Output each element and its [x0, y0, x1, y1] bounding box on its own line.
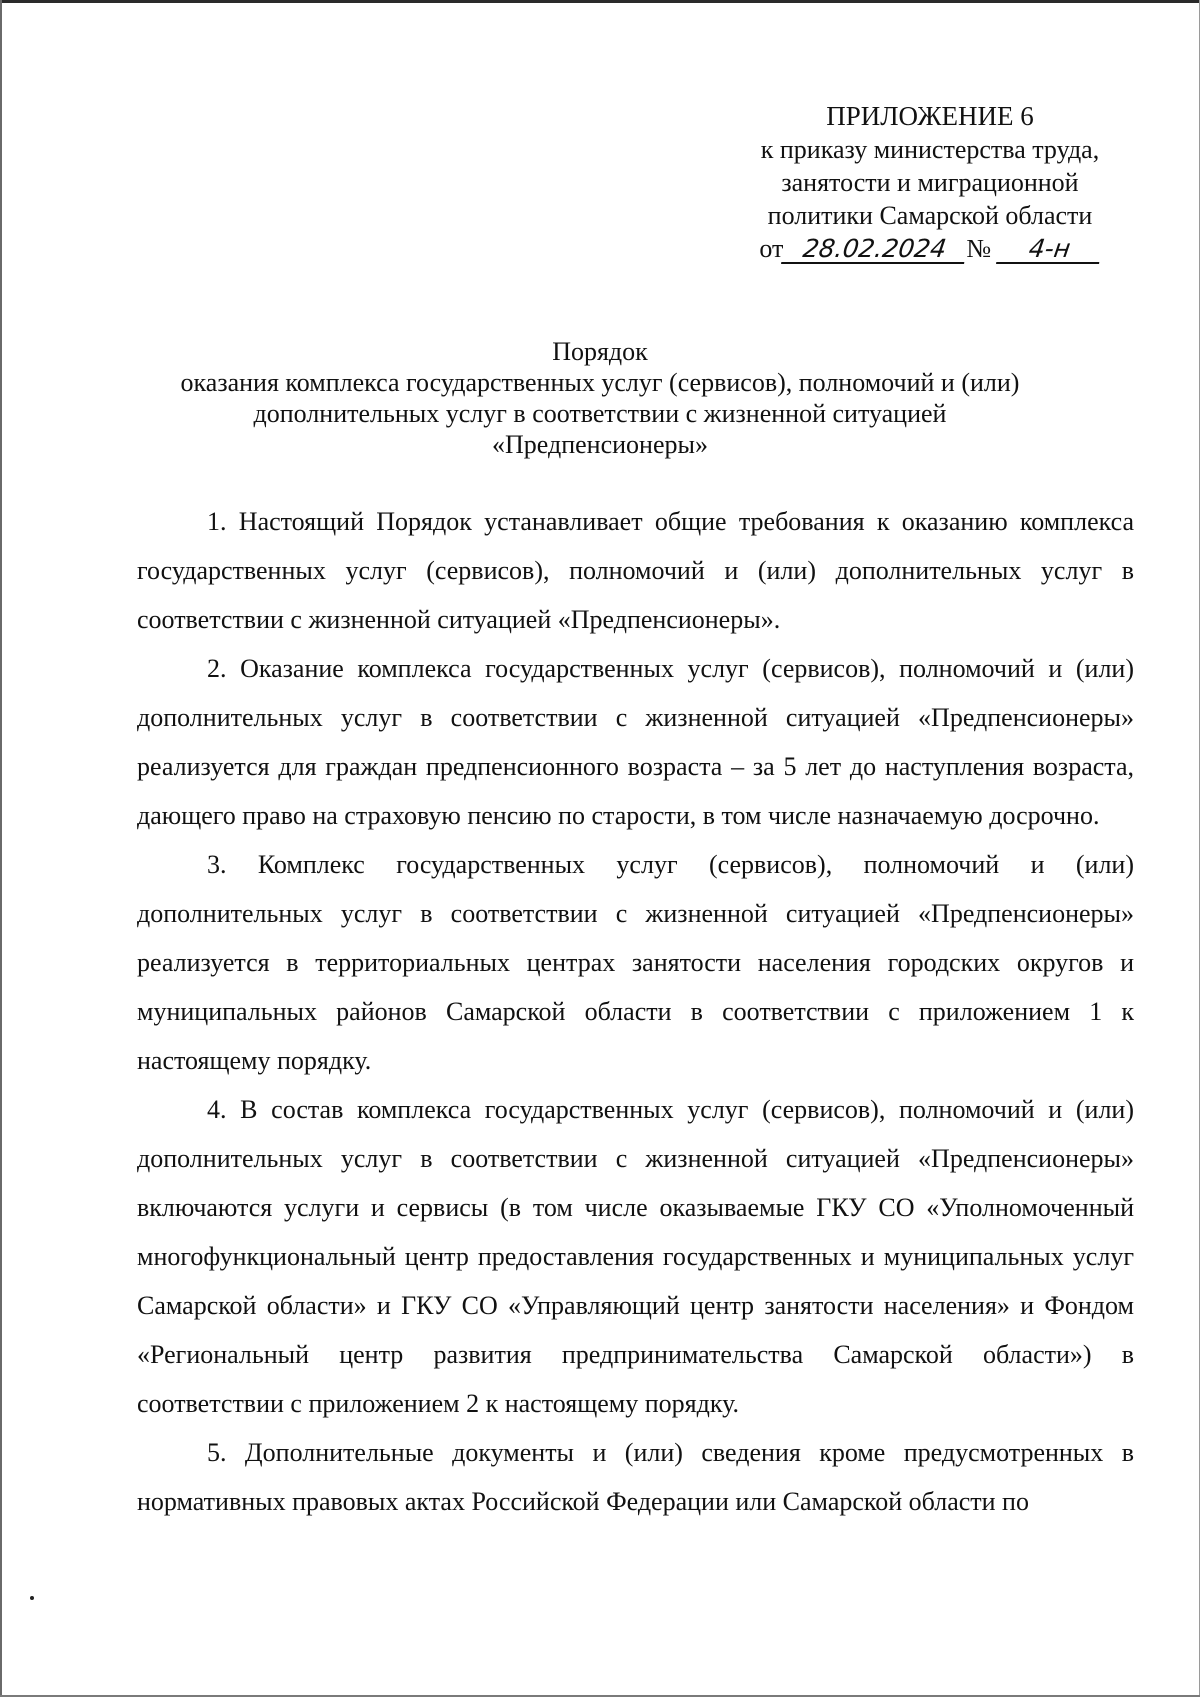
appendix-line: занятости и миграционной: [781, 168, 1079, 197]
heading-line: оказания комплекса государственных услуг (сервисов), полномочий и (или): [180, 368, 1020, 397]
paragraph-4: 4. В состав комплекса государственных услуг (сервисов), полномочий и (или) дополнительных услуг в соответствии с жизненной ситуацией «Предпенсионеры» включаются услуги и сервисы (в том числе оказываемые ГКУ СО «Уполномоченный многофункциональный центр предоставления государственных и муниципальных услуг Самарской области» и ГКУ СО «Управляющий центр занятости населения» и Фондом «Региональный центр развития предпринимательства Самарской области») в соответствии с приложением 2 к настоящему порядку.: [137, 1095, 1134, 1418]
handwritten-number: 4-н: [996, 236, 1103, 264]
appendix-title: ПРИЛОЖЕНИЕ 6: [826, 101, 1034, 131]
scan-edge-top: [0, 0, 1200, 3]
paragraph-5: 5. Дополнительные документы и (или) сведения кроме предусмотренных в нормативных правовых актах Российской Федерации или Самарской области по: [137, 1438, 1134, 1516]
scan-edge-left: [0, 0, 2, 1697]
scan-speck: [30, 1596, 34, 1600]
appendix-line: политики Самарской области: [767, 201, 1093, 230]
appendix-dateline: [720, 232, 1140, 265]
heading-line: дополнительных услуг в соответствии с жизненной ситуацией: [253, 399, 947, 428]
appendix-line: к приказу министерства труда,: [760, 135, 1100, 164]
paragraph-1: 1. Настоящий Порядок устанавливает общие требования к оказанию комплекса государственных услуг (сервисов), полномочий и (или) дополнительных услуг в соответствии с жизненной ситуацией «Предпенсионеры».: [137, 507, 1134, 634]
paragraph-3: 3. Комплекс государственных услуг (сервисов), полномочий и (или) дополнительных услуг в соответствии с жизненной ситуацией «Предпенсионеры» реализуется в территориальных центрах занятости населения городских округов и муниципальных районов Самарской области в соответствии с приложением 1 к настоящему порядку.: [137, 850, 1134, 1075]
date-prefix: от: [759, 234, 784, 263]
handwritten-date: 28.02.2024: [781, 236, 968, 264]
paragraph-2: 2. Оказание комплекса государственных услуг (сервисов), полномочий и (или) дополнительных услуг в соответствии с жизненной ситуацией «Предпенсионеры» реализуется для граждан предпенсионного возраста – за 5 лет до наступления возраста, дающего право на страховую пенсию по старости, в том числе назначаемую досрочно.: [137, 654, 1134, 830]
number-sign: №: [966, 234, 992, 263]
heading-title: Порядок: [552, 337, 648, 366]
document-heading: [120, 336, 1080, 460]
appendix-header: [720, 100, 1140, 265]
heading-line: «Предпенсионеры»: [492, 430, 708, 459]
document-body: [137, 497, 1134, 1526]
